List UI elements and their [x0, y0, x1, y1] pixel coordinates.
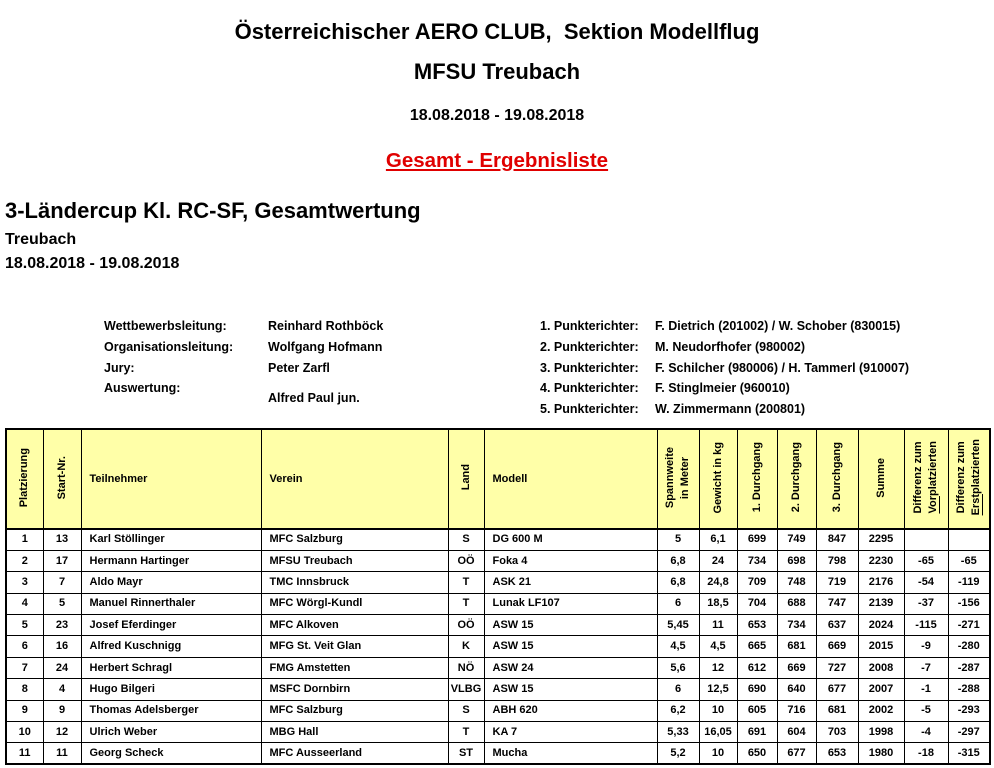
- cell-durchgang-1: 665: [737, 636, 777, 657]
- cell-spannweite: 6,8: [657, 572, 699, 593]
- cell-verein: MFC Alkoven: [261, 615, 448, 636]
- value-auswertung: Alfred Paul jun.: [268, 390, 360, 405]
- cell-platzierung: 3: [6, 572, 43, 593]
- cell-start-nr: 23: [43, 615, 81, 636]
- header-durchgang-2: 2. Durchgang: [777, 429, 816, 529]
- cell-start-nr: 12: [43, 722, 81, 743]
- cell-spannweite: 5,45: [657, 615, 699, 636]
- table-row: [6, 743, 990, 764]
- event-dates: 18.08.2018 - 19.08.2018: [409, 107, 585, 124]
- cell-modell: Mucha: [484, 743, 657, 764]
- club-title: Österreichischer AERO CLUB, Sektion Modellflug: [234, 19, 760, 44]
- header-modell: Modell: [484, 429, 657, 529]
- cell-land: K: [448, 636, 484, 657]
- results-body: [6, 529, 990, 764]
- table-row: [6, 679, 990, 700]
- header-summe: Summe: [858, 429, 904, 529]
- table-row: [6, 636, 990, 657]
- table-row: [6, 700, 990, 721]
- cell-summe: 2295: [858, 529, 904, 550]
- cell-differenz-vorplatzierten: -37: [904, 593, 948, 614]
- cell-durchgang-1: 605: [737, 700, 777, 721]
- table-row: [6, 593, 990, 614]
- cell-gewicht: 24,8: [699, 572, 737, 593]
- cell-modell: KA 7: [484, 722, 657, 743]
- cell-teilnehmer: Georg Scheck: [81, 743, 261, 764]
- cell-land: VLBG: [448, 679, 484, 700]
- table-row: [6, 550, 990, 571]
- cell-durchgang-2: 677: [777, 743, 816, 764]
- value-punkterichter-2: M. Neudorfhofer (980002): [655, 339, 806, 354]
- cell-durchgang-1: 612: [737, 657, 777, 678]
- cell-differenz-erstplatzierten: [948, 529, 990, 550]
- label-punkterichter-3: 3. Punkterichter:: [540, 360, 639, 375]
- cell-spannweite: 6: [657, 593, 699, 614]
- cell-verein: MFC Wörgl-Kundl: [261, 593, 448, 614]
- cell-durchgang-3: 727: [816, 657, 858, 678]
- cell-differenz-erstplatzierten: -156: [948, 593, 990, 614]
- cell-teilnehmer: Thomas Adelsberger: [81, 700, 261, 721]
- competition-title: 3-Ländercup Kl. RC-SF, Gesamtwertung: [5, 198, 421, 223]
- cell-durchgang-3: 677: [816, 679, 858, 700]
- table-row: [6, 572, 990, 593]
- cell-gewicht: 24: [699, 550, 737, 571]
- value-jury: Peter Zarfl: [268, 360, 330, 375]
- cell-differenz-vorplatzierten: [904, 529, 948, 550]
- competition-dates: 18.08.2018 - 19.08.2018: [5, 255, 180, 272]
- header-platzierung: Platzierung: [6, 429, 43, 529]
- cell-spannweite: 5,2: [657, 743, 699, 764]
- label-punkterichter-1: 1. Punkterichter:: [540, 318, 639, 333]
- cell-verein: MFC Ausseerland: [261, 743, 448, 764]
- cell-durchgang-1: 699: [737, 529, 777, 550]
- cell-gewicht: 10: [699, 743, 737, 764]
- cell-platzierung: 10: [6, 722, 43, 743]
- header-gewicht: Gewicht in kg: [699, 429, 737, 529]
- cell-differenz-vorplatzierten: -1: [904, 679, 948, 700]
- cell-start-nr: 17: [43, 550, 81, 571]
- cell-summe: 1998: [858, 722, 904, 743]
- cell-teilnehmer: Josef Eferdinger: [81, 615, 261, 636]
- cell-modell: DG 600 M: [484, 529, 657, 550]
- cell-verein: MFG St. Veit Glan: [261, 636, 448, 657]
- cell-teilnehmer: Karl Stöllinger: [81, 529, 261, 550]
- cell-spannweite: 6,2: [657, 700, 699, 721]
- cell-gewicht: 16,05: [699, 722, 737, 743]
- cell-durchgang-1: 704: [737, 593, 777, 614]
- cell-durchgang-3: 681: [816, 700, 858, 721]
- cell-gewicht: 4,5: [699, 636, 737, 657]
- cell-gewicht: 6,1: [699, 529, 737, 550]
- cell-land: ST: [448, 743, 484, 764]
- cell-teilnehmer: Ulrich Weber: [81, 722, 261, 743]
- cell-spannweite: 6: [657, 679, 699, 700]
- cell-durchgang-2: 716: [777, 700, 816, 721]
- cell-start-nr: 13: [43, 529, 81, 550]
- cell-durchgang-1: 650: [737, 743, 777, 764]
- cell-start-nr: 7: [43, 572, 81, 593]
- cell-start-nr: 16: [43, 636, 81, 657]
- cell-differenz-vorplatzierten: -115: [904, 615, 948, 636]
- cell-platzierung: 5: [6, 615, 43, 636]
- cell-differenz-erstplatzierten: -315: [948, 743, 990, 764]
- cell-durchgang-3: 847: [816, 529, 858, 550]
- cell-gewicht: 18,5: [699, 593, 737, 614]
- cell-gewicht: 11: [699, 615, 737, 636]
- cell-modell: ABH 620: [484, 700, 657, 721]
- cell-durchgang-2: 640: [777, 679, 816, 700]
- table-header-row: [6, 429, 990, 529]
- results-table: [5, 428, 991, 765]
- cell-platzierung: 1: [6, 529, 43, 550]
- cell-differenz-erstplatzierten: -65: [948, 550, 990, 571]
- cell-modell: ASW 15: [484, 615, 657, 636]
- cell-durchgang-2: 669: [777, 657, 816, 678]
- cell-differenz-erstplatzierten: -293: [948, 700, 990, 721]
- cell-differenz-erstplatzierten: -287: [948, 657, 990, 678]
- header-land: Land: [448, 429, 484, 529]
- label-organisationsleitung: Organisationsleitung:: [104, 339, 234, 354]
- label-punkterichter-5: 5. Punkterichter:: [540, 401, 639, 416]
- cell-durchgang-2: 749: [777, 529, 816, 550]
- value-organisationsleitung: Wolfgang Hofmann: [268, 339, 383, 354]
- cell-teilnehmer: Hermann Hartinger: [81, 550, 261, 571]
- cell-verein: MFC Salzburg: [261, 700, 448, 721]
- table-row: [6, 657, 990, 678]
- cell-platzierung: 2: [6, 550, 43, 571]
- cell-gewicht: 12: [699, 657, 737, 678]
- header-spannweite: Spannweite in Meter: [657, 429, 699, 529]
- cell-spannweite: 4,5: [657, 636, 699, 657]
- cell-differenz-vorplatzierten: -65: [904, 550, 948, 571]
- label-jury: Jury:: [104, 360, 135, 375]
- cell-durchgang-3: 669: [816, 636, 858, 657]
- cell-durchgang-3: 703: [816, 722, 858, 743]
- cell-differenz-vorplatzierten: -7: [904, 657, 948, 678]
- header-durchgang-3: 3. Durchgang: [816, 429, 858, 529]
- cell-platzierung: 7: [6, 657, 43, 678]
- cell-platzierung: 6: [6, 636, 43, 657]
- cell-durchgang-1: 691: [737, 722, 777, 743]
- list-title: Gesamt - Ergebnisliste: [385, 149, 609, 172]
- cell-summe: 2024: [858, 615, 904, 636]
- cell-teilnehmer: Aldo Mayr: [81, 572, 261, 593]
- value-punkterichter-1: F. Dietrich (201002) / W. Schober (830015): [655, 318, 901, 333]
- cell-modell: Lunak LF107: [484, 593, 657, 614]
- cell-land: S: [448, 700, 484, 721]
- cell-verein: MFC Salzburg: [261, 529, 448, 550]
- cell-differenz-erstplatzierten: -119: [948, 572, 990, 593]
- cell-summe: 2008: [858, 657, 904, 678]
- header-differenz-erstplatzierten: Differenz zum Erstplatzierten: [948, 429, 990, 529]
- cell-spannweite: 5: [657, 529, 699, 550]
- cell-start-nr: 11: [43, 743, 81, 764]
- cell-durchgang-1: 653: [737, 615, 777, 636]
- cell-summe: 2230: [858, 550, 904, 571]
- cell-modell: ASK 21: [484, 572, 657, 593]
- cell-verein: MFSU Treubach: [261, 550, 448, 571]
- cell-teilnehmer: Hugo Bilgeri: [81, 679, 261, 700]
- cell-verein: FMG Amstetten: [261, 657, 448, 678]
- cell-platzierung: 9: [6, 700, 43, 721]
- header-differenz-vorplatzierten: Differenz zum Vorplatzierten: [904, 429, 948, 529]
- header-start-nr: Start-Nr.: [43, 429, 81, 529]
- cell-summe: 1980: [858, 743, 904, 764]
- cell-start-nr: 5: [43, 593, 81, 614]
- cell-durchgang-2: 688: [777, 593, 816, 614]
- header-durchgang-1: 1. Durchgang: [737, 429, 777, 529]
- cell-modell: ASW 24: [484, 657, 657, 678]
- table-row: [6, 615, 990, 636]
- cell-start-nr: 4: [43, 679, 81, 700]
- cell-differenz-erstplatzierten: -271: [948, 615, 990, 636]
- cell-differenz-vorplatzierten: -9: [904, 636, 948, 657]
- cell-differenz-erstplatzierten: -288: [948, 679, 990, 700]
- cell-modell: ASW 15: [484, 679, 657, 700]
- value-punkterichter-5: W. Zimmermann (200801): [655, 401, 806, 416]
- table-row: [6, 722, 990, 743]
- cell-durchgang-1: 734: [737, 550, 777, 571]
- cell-teilnehmer: Herbert Schragl: [81, 657, 261, 678]
- organizer-title: MFSU Treubach: [413, 59, 581, 84]
- cell-durchgang-2: 698: [777, 550, 816, 571]
- cell-durchgang-2: 604: [777, 722, 816, 743]
- header-teilnehmer: Teilnehmer: [81, 429, 261, 529]
- cell-durchgang-2: 748: [777, 572, 816, 593]
- cell-durchgang-1: 690: [737, 679, 777, 700]
- cell-durchgang-3: 798: [816, 550, 858, 571]
- cell-land: OÖ: [448, 615, 484, 636]
- cell-teilnehmer: Manuel Rinnerthaler: [81, 593, 261, 614]
- cell-spannweite: 6,8: [657, 550, 699, 571]
- value-punkterichter-4: F. Stinglmeier (960010): [655, 380, 790, 395]
- cell-durchgang-1: 709: [737, 572, 777, 593]
- cell-summe: 2015: [858, 636, 904, 657]
- cell-teilnehmer: Alfred Kuschnigg: [81, 636, 261, 657]
- cell-gewicht: 12,5: [699, 679, 737, 700]
- value-wettbewerbsleitung: Reinhard Rothböck: [268, 318, 384, 333]
- cell-land: S: [448, 529, 484, 550]
- label-punkterichter-2: 2. Punkterichter:: [540, 339, 639, 354]
- cell-spannweite: 5,33: [657, 722, 699, 743]
- cell-differenz-erstplatzierten: -280: [948, 636, 990, 657]
- cell-modell: ASW 15: [484, 636, 657, 657]
- cell-durchgang-3: 637: [816, 615, 858, 636]
- cell-durchgang-3: 653: [816, 743, 858, 764]
- cell-summe: 2007: [858, 679, 904, 700]
- cell-gewicht: 10: [699, 700, 737, 721]
- cell-start-nr: 24: [43, 657, 81, 678]
- cell-durchgang-2: 681: [777, 636, 816, 657]
- cell-differenz-vorplatzierten: -5: [904, 700, 948, 721]
- cell-differenz-erstplatzierten: -297: [948, 722, 990, 743]
- competition-location: Treubach: [5, 231, 77, 248]
- cell-land: OÖ: [448, 550, 484, 571]
- cell-spannweite: 5,6: [657, 657, 699, 678]
- cell-land: T: [448, 722, 484, 743]
- cell-verein: TMC Innsbruck: [261, 572, 448, 593]
- cell-summe: 2139: [858, 593, 904, 614]
- label-auswertung: Auswertung:: [104, 380, 181, 395]
- cell-platzierung: 8: [6, 679, 43, 700]
- table-row: [6, 529, 990, 550]
- value-punkterichter-3: F. Schilcher (980006) / H. Tammerl (910007): [655, 360, 910, 375]
- cell-verein: MSFC Dornbirn: [261, 679, 448, 700]
- cell-start-nr: 9: [43, 700, 81, 721]
- cell-land: NÖ: [448, 657, 484, 678]
- cell-modell: Foka 4: [484, 550, 657, 571]
- label-punkterichter-4: 4. Punkterichter:: [540, 380, 639, 395]
- cell-differenz-vorplatzierten: -18: [904, 743, 948, 764]
- cell-land: T: [448, 572, 484, 593]
- cell-differenz-vorplatzierten: -4: [904, 722, 948, 743]
- cell-durchgang-3: 747: [816, 593, 858, 614]
- cell-summe: 2002: [858, 700, 904, 721]
- cell-platzierung: 4: [6, 593, 43, 614]
- cell-summe: 2176: [858, 572, 904, 593]
- cell-platzierung: 11: [6, 743, 43, 764]
- header-verein: Verein: [261, 429, 448, 529]
- cell-differenz-vorplatzierten: -54: [904, 572, 948, 593]
- cell-durchgang-3: 719: [816, 572, 858, 593]
- cell-land: T: [448, 593, 484, 614]
- cell-verein: MBG Hall: [261, 722, 448, 743]
- label-wettbewerbsleitung: Wettbewerbsleitung:: [104, 318, 227, 333]
- cell-durchgang-2: 734: [777, 615, 816, 636]
